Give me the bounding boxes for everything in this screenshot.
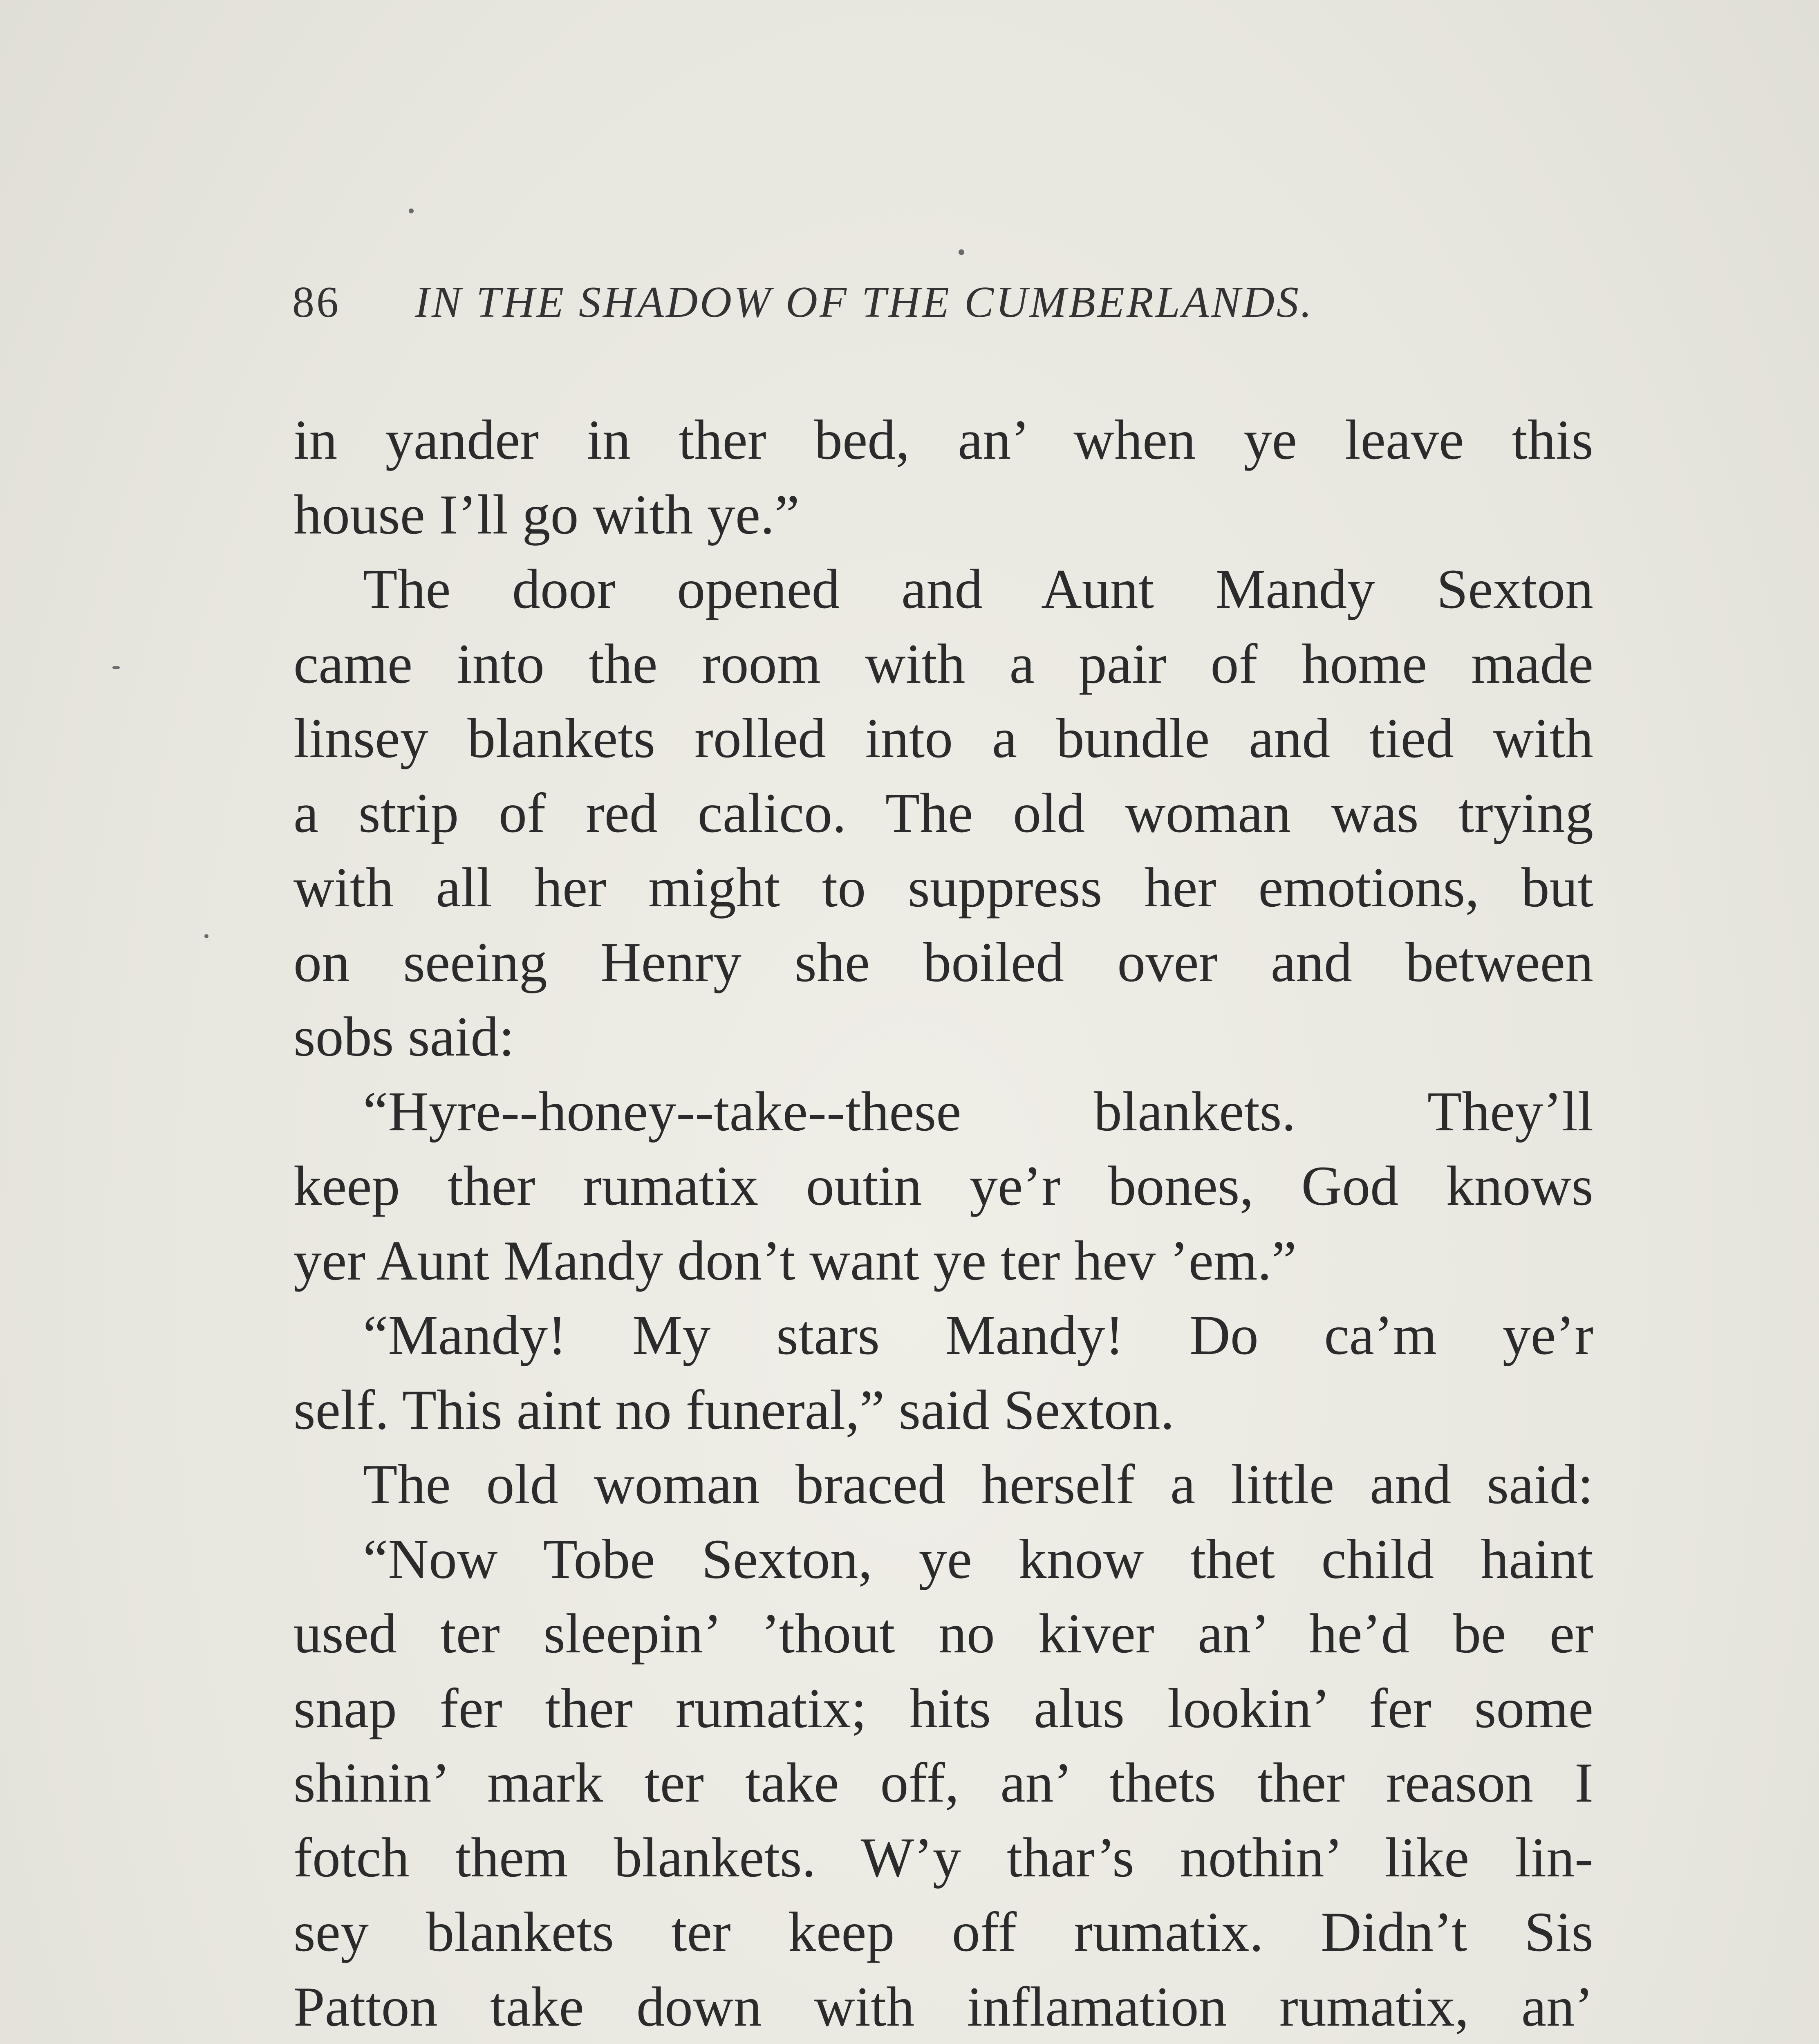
text-line: on seeing Henry she boiled over and between [293,930,1593,993]
text-line: with all her might to suppress her emotions, but [293,856,1593,919]
running-head [292,272,1519,333]
text-line: snap fer ther rumatix; hits alus lookin’ fer some [293,1676,1593,1739]
print-speck [409,208,414,213]
text-line: used ter sleepin’ ’thout no kiver an’ he’d be er [293,1602,1593,1665]
text-line: The door opened and Aunt Mandy Sexton [363,558,1593,620]
text-line: fotch them blankets. W’y thar’s nothin’ like lin- [293,1826,1593,1889]
text-line: came into the room with a pair of home made [293,632,1593,695]
text-line: sey blankets ter keep off rumatix. Didn’t Sis [293,1901,1593,1963]
text-line: “Mandy! My stars Mandy! Do ca’m ye’r [363,1304,1593,1366]
text-line: The old woman braced herself a little and said: [363,1453,1593,1515]
text-line: “Hyre--honey--take--these blankets. They’ll [363,1080,1593,1143]
body-text [293,403,1593,2044]
text-line: shinin’ mark ter take off, an’ thets ther reason I [293,1751,1593,1814]
print-speck [959,249,964,255]
text-line: yer Aunt Mandy don’t want ye ter hev ’em.” [293,1229,1297,1292]
text-line: “Now Tobe Sexton, ye know thet child haint [363,1527,1593,1590]
text-line: sobs said: [293,1005,515,1068]
print-speck [112,666,120,669]
text-line: a strip of red calico. The old woman was trying [293,781,1593,844]
text-line: keep ther rumatix outin ye’r bones, God knows [293,1154,1593,1217]
text-line: Patton take down with inflamation rumatix, an’ [293,1975,1593,2038]
text-line: self. This aint no funeral,” said Sexton. [293,1378,1175,1441]
running-title: IN THE SHADOW OF THE CUMBERLANDS. [415,278,1314,327]
page-number: 86 [292,278,341,327]
text-line: house I’ll go with ye.” [293,483,800,546]
print-speck [204,934,208,938]
text-line: linsey blankets rolled into a bundle and tied with [293,707,1593,769]
text-line: in yander in ther bed, an’ when ye leave this [293,408,1593,471]
